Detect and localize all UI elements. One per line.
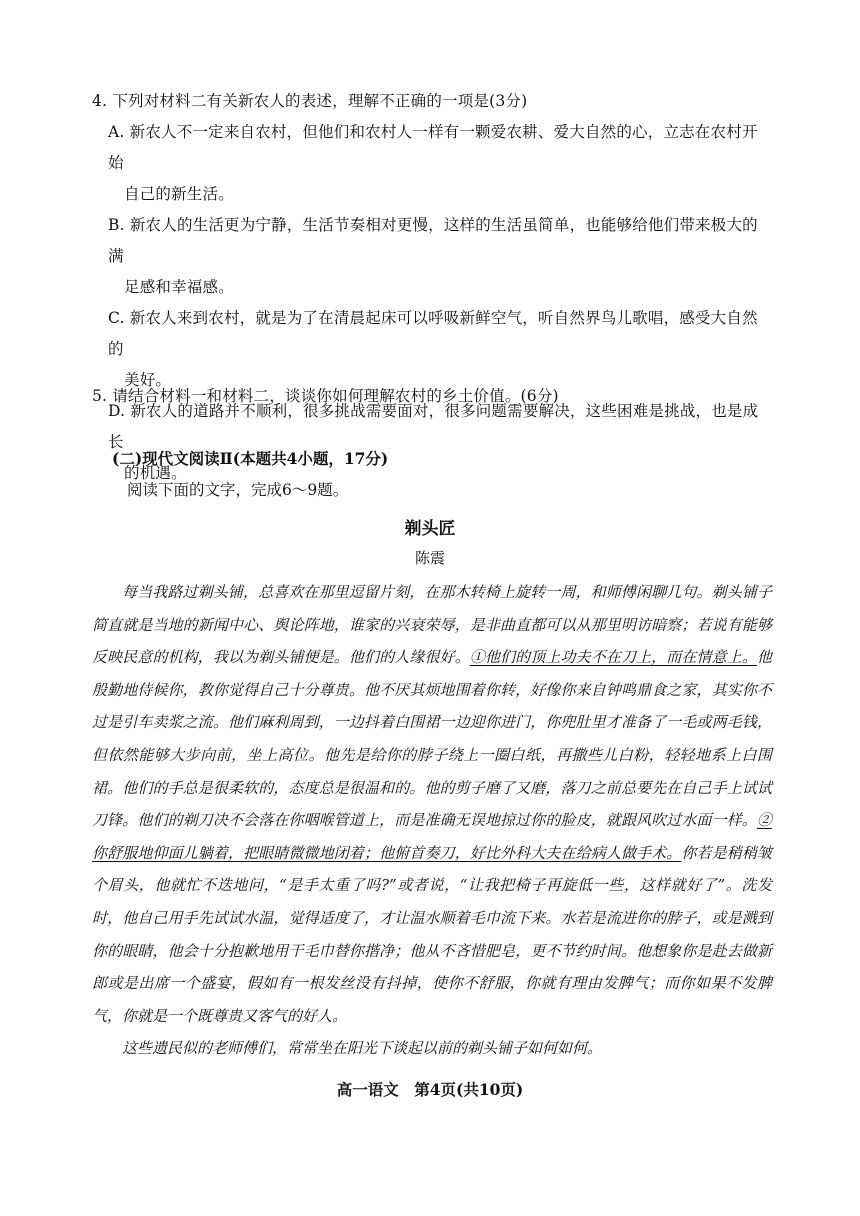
option-d-line1: D. 新农人的道路并不顺利，很多挑战需要面对，很多问题需要解决，这些困难是挑战，也是成长 — [108, 402, 759, 451]
section-instruction: 阅读下面的文字，完成6～9题。 — [127, 481, 349, 499]
option-a-line1: A. 新农人不一定来自农村，但他们和农村人一样有一颗爱农耕、爱大自然的心，立志在农村开始 — [108, 123, 758, 172]
question-4-title: 4. 下列对材料二有关新农人的表述，理解不正确的一项是(3分) — [92, 92, 528, 110]
option-c-line1: C. 新农人来到农村，就是为了在清晨起床可以呼吸新鲜空气，听自然界鸟儿歌唱，感受大自然的 — [108, 309, 758, 358]
article-paragraph-2: 这些遗民似的老师傅们，常常坐在阳光下谈起以前的剃头铺子如何如何。 — [122, 1039, 603, 1058]
section-heading: (二)现代文阅读Ⅱ(本题共4小题，17分) — [112, 449, 389, 468]
question-4 — [92, 86, 772, 489]
question-5-title: 5. 请结合材料一和材料二，谈谈你如何理解农村的乡土价值。(6分) — [92, 387, 559, 405]
option-b-line1: B. 新农人的生活更为宁静，生活节奏相对更慢，这样的生活虽简单，也能够给他们带来极大的满 — [108, 216, 758, 265]
paragraph-1-part-a: 每当我路过剃头铺，总喜欢在那里逗留片刻，在那木转椅上旋转一周，和师傅闲聊几句。剃头铺子简直就是当地的新闻中心、舆论阵地，谁家的兴衰荣辱，是非曲直都可以从那里明访暗察；若说有能够反映民意的机构，我以为剃头铺便是。他们的人缘很好。 — [92, 583, 772, 667]
question-5 — [92, 381, 772, 412]
paragraph-1-part-c: 你若是稍稍皱个眉头，他就忙不迭地问，“是手太重了吗?”或者说，“让我把椅子再旋低一些，这样就好了”。洗发时，他自己用手先试试水温，觉得适度了，才让温水顺着毛巾流下来。水若是流进你的脖子，或是溅到你的眼睛，他会十分抱歉地用干毛巾替你揩净；他从不吝惜肥皂，更不节约时间。他想象你是赴去做新郎或是出席一个盛宴，假如有一根发丝没有抖掉，使你不舒服，你就有理由发脾气；而你如果不发脾气，你就是一个既尊贵又客气的好人。 — [92, 843, 772, 1025]
option-b-line2: 足感和幸福感。 — [124, 278, 234, 296]
option-c-line2: 美好。 — [124, 371, 172, 389]
option-a — [108, 117, 772, 210]
article-body — [92, 576, 772, 1065]
article-paragraph-1 — [92, 576, 772, 1032]
underlined-sentence-2: ②你舒服地仰面儿躺着，把眼睛微微地闭着；他俯首奏刀，好比外科大夫在给病人做手术。 — [92, 811, 772, 862]
article-title: 剃头匠 — [404, 519, 456, 539]
option-a-line2: 自己的新生活。 — [124, 185, 234, 203]
page-footer: 高一语文 第4页(共10页) — [336, 1080, 524, 1099]
article-author: 陈震 — [414, 549, 445, 567]
option-d-line2: 的机遇。 — [124, 464, 187, 482]
underlined-sentence-1: ①他们的顶上功夫不在刀上，而在情意上。 — [469, 648, 757, 667]
paragraph-1-part-b: 他殷勤地侍候你，教你觉得自己十分尊贵。他不厌其烦地围着你转，好像你来自钟鸣鼎食之家，其实你不过是引车卖浆之流。他们麻利周到，一边抖着白围裙一边迎你进门，你兜肚里才准备了一毛或两毛钱，但依然能够大步向前，坐上高位。他先是给你的脖子绕上一圈白纸，再撒些儿白粉，轻轻地系上白围裙。他们的手总是很柔软的，态度总是很温和的。他的剪子磨了又磨，落刀之前总要先在自己手上试试刀锋。他们的剃刀决不会落在你咽喉管道上，而是准确无误地掠过你的脸皮，就跟风吹过水面一样。 — [92, 648, 772, 830]
option-b — [108, 210, 772, 303]
